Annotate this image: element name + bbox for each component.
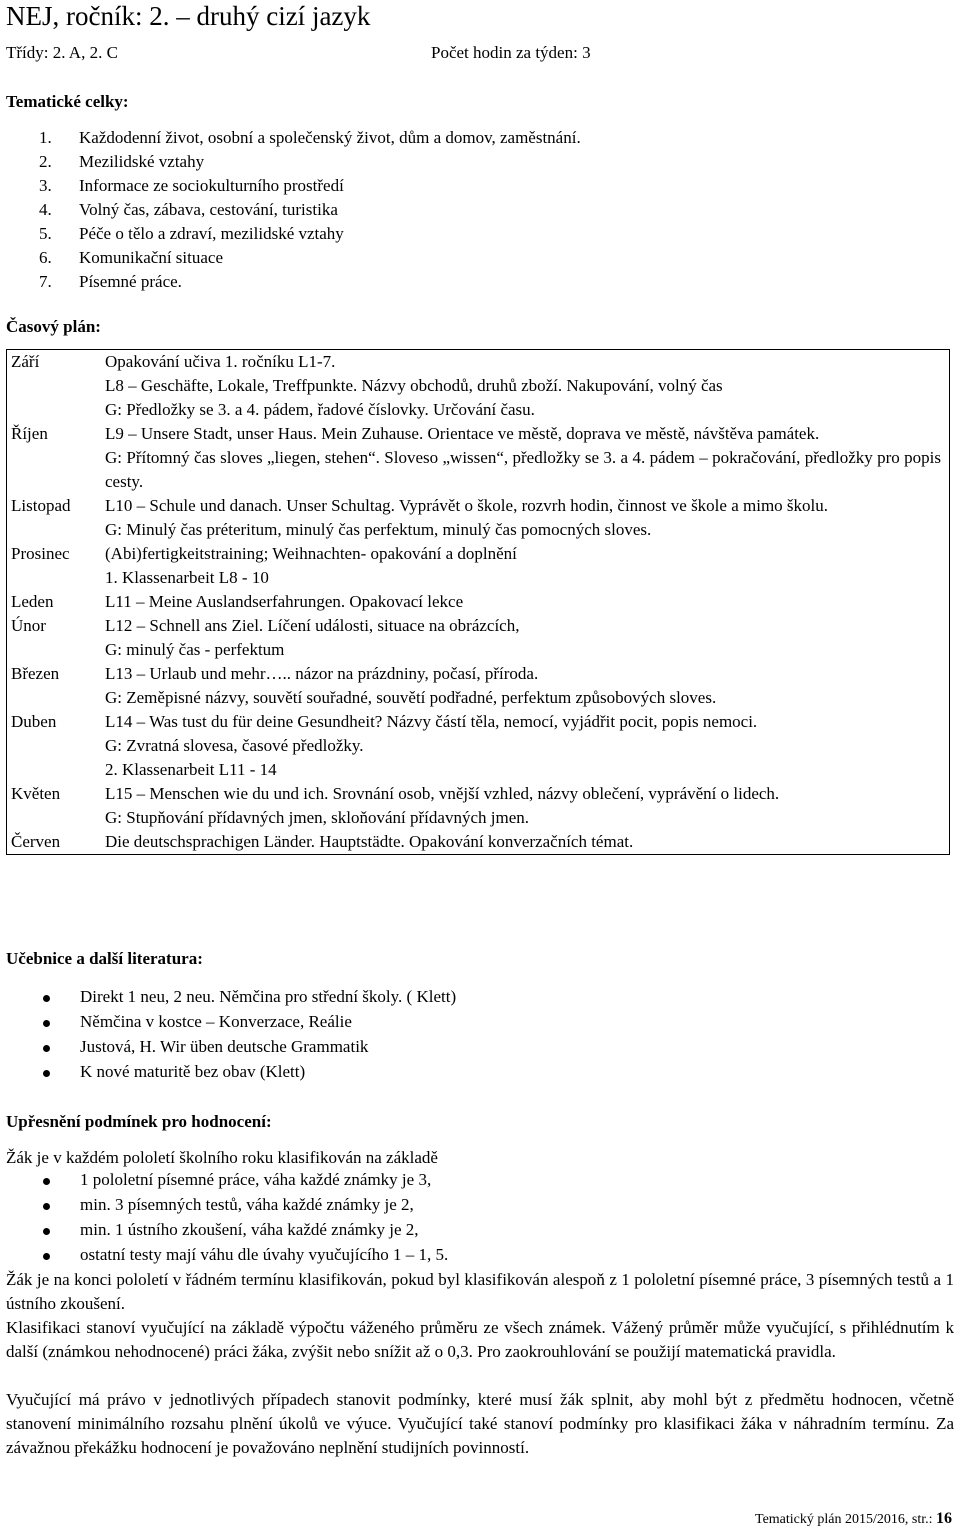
schedule-month: Červen xyxy=(11,832,61,851)
topic-text: Mezilidské vztahy xyxy=(79,152,205,171)
topic-text: Péče o tělo a zdraví, mezilidské vztahy xyxy=(79,224,344,243)
schedule-content xyxy=(103,590,950,614)
bullet-icon xyxy=(43,1203,50,1210)
schedule-content xyxy=(103,494,950,542)
topic-number: 2. xyxy=(39,152,52,171)
topic-number: 3. xyxy=(39,176,52,195)
schedule-line: L10 – Schule und danach. Unser Schultag. Vyprávět o škole, rozvrh hodin, činnost ve škole a mimo školu. xyxy=(105,496,829,515)
topic-number: 6. xyxy=(39,248,52,267)
schedule-line: G: Minulý čas préteritum, minulý čas perfektum, minulý čas pomocných sloves. xyxy=(105,520,652,539)
classes-info: Třídy: 2. A, 2. C xyxy=(6,43,118,62)
literature-item-text: Direkt 1 neu, 2 neu. Němčina pro střední školy. ( Klett) xyxy=(80,987,457,1006)
topic-number: 5. xyxy=(39,224,52,243)
schedule-content xyxy=(103,542,950,590)
grading-paragraph-1: Žák je na konci pololetí v řádném termínu klasifikován, pokud byl klasifikován alespoň z 1 pololetní písemné práce, 3 písemných testů a 1 ústního zkoušení. xyxy=(6,1270,954,1313)
schedule-row xyxy=(7,662,950,710)
topic-text: Informace ze sociokulturního prostředí xyxy=(79,176,344,195)
schedule-line: G: Předložky se 3. a 4. pádem, řadové číslovky. Určování času. xyxy=(105,400,535,419)
schedule-content xyxy=(103,614,950,662)
grading-item xyxy=(6,1193,448,1218)
literature-item-text: Justová, H. Wir üben deutsche Grammatik xyxy=(80,1037,369,1056)
topic-text: Písemné práce. xyxy=(79,272,182,291)
topic-item xyxy=(39,246,581,270)
schedule-line: 1. Klassenarbeit L8 - 10 xyxy=(105,568,269,587)
literature-item xyxy=(6,1010,456,1035)
schedule-line: L14 – Was tust du für deine Gesundheit? Názvy částí těla, nemocí, vyjádřit pocit, popis nemoci. xyxy=(105,712,758,731)
grading-intro: Žák je v každém pololetí školního roku klasifikován na základě xyxy=(6,1148,438,1167)
schedule-row xyxy=(7,422,950,494)
schedule-row xyxy=(7,494,950,542)
literature-item-text: Němčina v kostce – Konverzace, Reálie xyxy=(80,1012,352,1031)
grading-heading: Upřesnění podmínek pro hodnocení: xyxy=(6,1112,272,1131)
schedule-month: Listopad xyxy=(11,496,71,515)
schedule-line: L15 – Menschen wie du und ich. Srovnání osob, vnější vzhled, názvy oblečení, vyprávění o lidech. xyxy=(105,784,780,803)
schedule-row xyxy=(7,542,950,590)
schedule-line: G: Zvratná slovesa, časové předložky. xyxy=(105,736,364,755)
weekly-hours-info: Počet hodin za týden: 3 xyxy=(431,43,591,62)
bullet-icon xyxy=(43,1070,50,1077)
literature-heading: Učebnice a další literatura: xyxy=(6,949,203,968)
literature-item xyxy=(6,985,456,1010)
schedule-line: G: Přítomný čas sloves „liegen, stehen“. Sloveso „wissen“, předložky se 3. a 4. pádem – pokračování, předložky pro popis cesty. xyxy=(105,448,941,491)
schedule-line: L13 – Urlaub und mehr….. názor na prázdniny, počasí, příroda. xyxy=(105,664,539,683)
grading-item-text: min. 1 ústního zkoušení, váha každé známky je 2, xyxy=(80,1220,419,1239)
topic-item xyxy=(39,198,581,222)
schedule-month: Září xyxy=(11,352,40,371)
schedule-month: Prosinec xyxy=(11,544,70,563)
schedule-content xyxy=(103,782,950,830)
schedule-month: Duben xyxy=(11,712,57,731)
bullet-icon xyxy=(43,1045,50,1052)
grading-item xyxy=(6,1243,448,1268)
schedule-line: 2. Klassenarbeit L11 - 14 xyxy=(105,760,277,779)
schedule-row xyxy=(7,710,950,782)
literature-list xyxy=(6,985,456,1085)
bullet-icon xyxy=(43,1020,50,1027)
schedule-content xyxy=(103,662,950,710)
schedule-line: L12 – Schnell ans Ziel. Líčení události, situace na obrázcích, xyxy=(105,616,520,635)
bullet-icon xyxy=(43,1253,50,1260)
topic-item xyxy=(39,270,581,294)
topic-number: 7. xyxy=(39,272,52,291)
grading-item-text: min. 3 písemných testů, váha každé známky je 2, xyxy=(80,1195,414,1214)
grading-item-text: ostatní testy mají váhu dle úvahy vyučujícího 1 – 1, 5. xyxy=(80,1245,449,1264)
schedule-content xyxy=(103,422,950,494)
schedule-month: Březen xyxy=(11,664,60,683)
schedule-month: Leden xyxy=(11,592,54,611)
topic-item xyxy=(39,126,581,150)
topic-item xyxy=(39,150,581,174)
schedule-row xyxy=(7,782,950,830)
schedule-line: L11 – Meine Auslandserfahrungen. Opakovací lekce xyxy=(105,592,464,611)
schedule-month: Květen xyxy=(11,784,61,803)
bullet-icon xyxy=(43,1228,50,1235)
topics-list xyxy=(39,126,581,294)
schedule-line: Opakování učiva 1. ročníku L1-7. xyxy=(105,352,336,371)
schedule-line: G: Zeměpisné názvy, souvětí souřadné, souvětí podřadné, perfektum způsobových sloves. xyxy=(105,688,717,707)
topics-heading: Tematické celky: xyxy=(6,92,129,111)
footer-label: Tematický plán 2015/2016, str.: xyxy=(755,1512,933,1527)
literature-item xyxy=(6,1060,456,1085)
topic-text: Komunikační situace xyxy=(79,248,223,267)
grading-item xyxy=(6,1168,448,1193)
bullet-icon xyxy=(43,1178,50,1185)
grading-list xyxy=(6,1168,448,1268)
schedule-content xyxy=(103,830,950,855)
grading-paragraph-2: Klasifikaci stanoví vyučující na základě výpočtu váženého průměru ze všech známek. Vážený průměr může vyučující, s přihlédnutím k další (známkou nehodnocené) práci žáka, zvýšit nebo snížit až o 0,3. Pro zaokrouhlování se použijí matematická pravidla. xyxy=(6,1318,954,1361)
bullet-icon xyxy=(43,995,50,1002)
schedule-line: (Abi)fertigkeitstraining; Weihnachten- opakování a doplnění xyxy=(105,544,517,563)
schedule-line: Die deutschsprachigen Länder. Hauptstädte. Opakování konverzačních témat. xyxy=(105,832,634,851)
schedule-line: G: Stupňování přídavných jmen, skloňování přídavných jmen. xyxy=(105,808,529,827)
grading-item xyxy=(6,1218,448,1243)
schedule-row xyxy=(7,350,950,423)
schedule-row xyxy=(7,830,950,855)
page-number: 16 xyxy=(936,1510,952,1527)
topic-number: 1. xyxy=(39,128,52,147)
schedule-row xyxy=(7,590,950,614)
schedule-content xyxy=(103,710,950,782)
schedule-month: Únor xyxy=(11,616,46,635)
grading-item-text: 1 pololetní písemné práce, váha každé známky je 3, xyxy=(80,1170,432,1189)
document-title: NEJ, ročník: 2. – druhý cizí jazyk xyxy=(6,1,371,31)
schedule-content xyxy=(103,350,950,423)
schedule-line: L8 – Geschäfte, Lokale, Treffpunkte. Názvy obchodů, druhů zboží. Nakupování, volný čas xyxy=(105,376,723,395)
grading-paragraph-3: Vyučující má právo v jednotlivých případech stanovit podmínky, které musí žák splnit, aby mohl být z předmětu hodnocen, včetně stanovení minimálního rozsahu plnění úkolů ve výuce. Vyučující také stanoví podmínky pro klasifikaci žáka v náhradním termínu. Za závažnou překážku hodnocení je považováno neplnění studijních povinností. xyxy=(6,1390,954,1457)
schedule-line: G: minulý čas - perfektum xyxy=(105,640,285,659)
topic-number: 4. xyxy=(39,200,52,219)
topic-text: Volný čas, zábava, cestování, turistika xyxy=(79,200,338,219)
topic-item xyxy=(39,174,581,198)
schedule-table xyxy=(6,349,950,855)
page-footer xyxy=(755,1510,952,1529)
literature-item xyxy=(6,1035,456,1060)
schedule-line: L9 – Unsere Stadt, unser Haus. Mein Zuhause. Orientace ve městě, doprava ve městě, návštěva památek. xyxy=(105,424,820,443)
schedule-row xyxy=(7,614,950,662)
schedule-month: Říjen xyxy=(11,424,48,443)
literature-item-text: K nové maturitě bez obav (Klett) xyxy=(80,1062,306,1081)
topic-item xyxy=(39,222,581,246)
topic-text: Každodenní život, osobní a společenský život, dům a domov, zaměstnání. xyxy=(79,128,581,147)
plan-heading: Časový plán: xyxy=(6,317,101,336)
